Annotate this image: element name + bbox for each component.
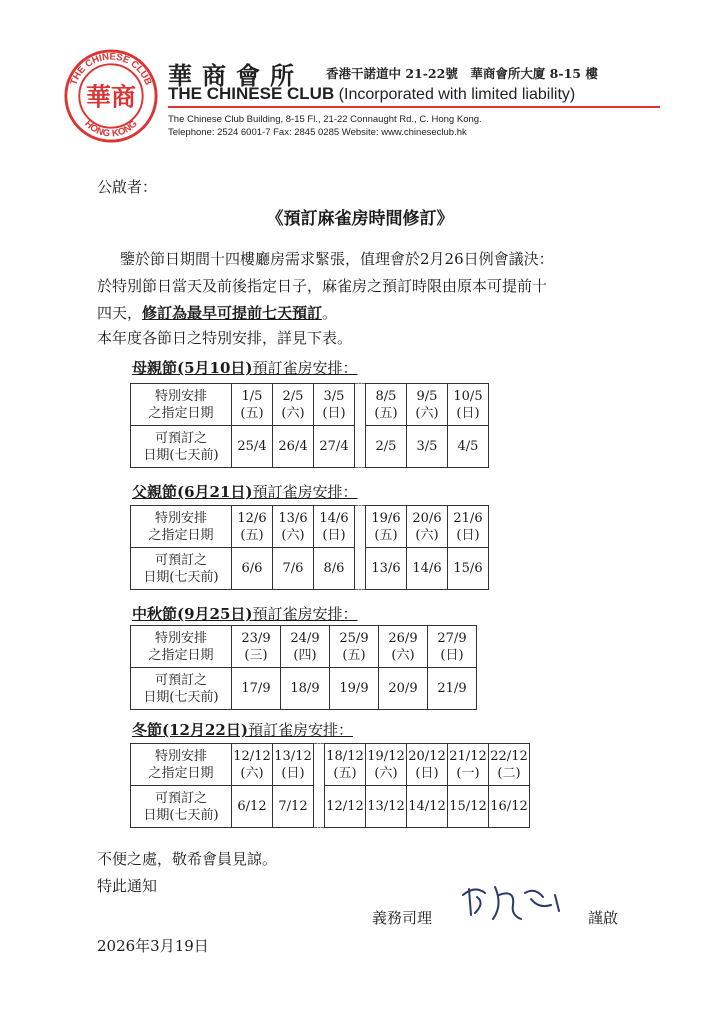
club-english-address: The Chinese Club Building, 8-15 Fl., 21-22 Connaught Rd., C. Hong Kong. bbox=[168, 114, 482, 125]
booking-date-cell: 2/5 bbox=[366, 426, 407, 468]
club-english-name: THE CHINESE CLUB bbox=[168, 84, 335, 103]
row-label-bookable: 可預訂之 日期(七天前) bbox=[131, 426, 232, 468]
section-holiday: 冬節(12月22日) bbox=[132, 721, 248, 739]
revision-highlight: 修訂為最早可提前七天預訂 bbox=[142, 304, 323, 322]
booking-date-cell: 18/9 bbox=[281, 668, 330, 710]
designated-date-cell: 10/5 (日) bbox=[448, 384, 489, 426]
club-contact-info: Telephone: 2524 6001-7 Fax: 2845 0285 Website: www.chineseclub.hk bbox=[168, 127, 467, 138]
svg-text:THE CHINESE CLUB: THE CHINESE CLUB bbox=[68, 51, 154, 87]
booking-date-cell: 20/9 bbox=[379, 668, 428, 710]
row-label-designated: 特別安排 之指定日期 bbox=[131, 506, 232, 548]
designated-date-cell: 19/6 (五) bbox=[366, 506, 407, 548]
row-label-bookable: 可預訂之 日期(七天前) bbox=[131, 786, 232, 828]
designated-date-cell: 24/9 (四) bbox=[281, 626, 330, 668]
club-english-name-line bbox=[168, 84, 575, 104]
table-gap bbox=[355, 506, 366, 590]
booking-date-cell: 3/5 bbox=[407, 426, 448, 468]
club-english-suffix: (Incorporated with limited liability) bbox=[334, 86, 576, 103]
designated-date-cell: 19/12 (六) bbox=[366, 744, 407, 786]
club-seal-logo bbox=[63, 48, 159, 144]
table-row bbox=[131, 426, 489, 468]
signer-title: 義務司理 bbox=[372, 909, 433, 927]
row-label-designated: 特別安排 之指定日期 bbox=[131, 384, 232, 426]
booking-date-cell: 25/4 bbox=[232, 426, 273, 468]
table-gap bbox=[355, 384, 366, 468]
booking-date-cell: 8/6 bbox=[314, 548, 355, 590]
designated-date-cell: 1/5 (五) bbox=[232, 384, 273, 426]
table-row bbox=[131, 786, 530, 828]
table-row bbox=[131, 626, 477, 668]
designated-date-cell: 21/12 (一) bbox=[448, 744, 489, 786]
section-title bbox=[132, 719, 353, 740]
designated-date-cell: 13/12 (日) bbox=[273, 744, 314, 786]
designated-date-cell: 8/5 (五) bbox=[366, 384, 407, 426]
designated-date-cell: 27/9 (日) bbox=[428, 626, 477, 668]
row-label-designated: 特別安排 之指定日期 bbox=[131, 744, 232, 786]
paragraph-line-4: 本年度各節日之特別安排，詳見下表。 bbox=[97, 329, 353, 347]
paragraph-line-2: 於特別節日當天及前後指定日子，麻雀房之預訂時限由原本可提前十 bbox=[97, 277, 548, 295]
booking-date-cell: 12/12 bbox=[325, 786, 366, 828]
section-holiday: 母親節(5月10日) bbox=[132, 359, 253, 377]
notice-line: 特此通知 bbox=[97, 877, 158, 895]
booking-date-cell: 13/6 bbox=[366, 548, 407, 590]
booking-date-cell: 7/12 bbox=[273, 786, 314, 828]
club-chinese-name: 華商會所 bbox=[168, 61, 304, 90]
designated-date-cell: 9/5 (六) bbox=[407, 384, 448, 426]
booking-date-cell: 6/6 bbox=[232, 548, 273, 590]
svg-text:華商: 華商 bbox=[86, 82, 136, 112]
booking-date-cell: 26/4 bbox=[273, 426, 314, 468]
designated-date-cell: 25/9 (五) bbox=[330, 626, 379, 668]
handwritten-signature bbox=[455, 875, 575, 923]
apology-line: 不便之處，敬希會員見諒。 bbox=[97, 850, 278, 868]
designated-date-cell: 13/6 (六) bbox=[273, 506, 314, 548]
section-title bbox=[132, 603, 358, 624]
designated-date-cell: 3/5 (日) bbox=[314, 384, 355, 426]
paragraph-line-3: 四天，修訂為最早可提前七天預訂。 bbox=[97, 304, 338, 322]
row-label-bookable: 可預訂之 日期(七天前) bbox=[131, 548, 232, 590]
paragraph-line-1: 鑒於節日期間十四樓廳房需求緊張，值理會於2月26日例會議決： bbox=[120, 250, 554, 268]
section-subtitle: 預訂雀房安排： bbox=[252, 605, 358, 623]
designated-date-cell: 12/6 (五) bbox=[232, 506, 273, 548]
section-holiday: 中秋節(9月25日) bbox=[132, 605, 253, 623]
booking-date-cell: 19/9 bbox=[330, 668, 379, 710]
table-row bbox=[131, 744, 530, 786]
schedule-table bbox=[130, 743, 530, 828]
svg-text:HONG KONG: HONG KONG bbox=[82, 118, 140, 140]
booking-date-cell: 16/12 bbox=[489, 786, 530, 828]
letterhead-divider bbox=[168, 106, 660, 108]
section-title bbox=[132, 357, 358, 378]
designated-date-cell: 14/6 (日) bbox=[314, 506, 355, 548]
designated-date-cell: 23/9 (三) bbox=[232, 626, 281, 668]
booking-date-cell: 15/6 bbox=[448, 548, 489, 590]
table-gap bbox=[314, 744, 325, 828]
schedule-table bbox=[130, 625, 477, 710]
notice-title: 《預訂麻雀房時間修訂》 bbox=[266, 209, 454, 229]
section-subtitle: 預訂雀房安排： bbox=[252, 359, 358, 377]
booking-date-cell: 27/4 bbox=[314, 426, 355, 468]
row-label-designated: 特別安排 之指定日期 bbox=[131, 626, 232, 668]
designated-date-cell: 20/12 (日) bbox=[407, 744, 448, 786]
table-row bbox=[131, 384, 489, 426]
table-row bbox=[131, 548, 489, 590]
schedule-table bbox=[130, 383, 489, 468]
booking-date-cell: 4/5 bbox=[448, 426, 489, 468]
booking-date-cell: 7/6 bbox=[273, 548, 314, 590]
booking-date-cell: 6/12 bbox=[232, 786, 273, 828]
designated-date-cell: 20/6 (六) bbox=[407, 506, 448, 548]
designated-date-cell: 12/12 (六) bbox=[232, 744, 273, 786]
table-row bbox=[131, 668, 477, 710]
booking-date-cell: 21/9 bbox=[428, 668, 477, 710]
designated-date-cell: 2/5 (六) bbox=[273, 384, 314, 426]
designated-date-cell: 21/6 (日) bbox=[448, 506, 489, 548]
designated-date-cell: 22/12 (二) bbox=[489, 744, 530, 786]
notice-date: 2026年3月19日 bbox=[97, 937, 209, 955]
section-subtitle: 預訂雀房安排： bbox=[247, 721, 353, 739]
booking-date-cell: 14/6 bbox=[407, 548, 448, 590]
section-holiday: 父親節(6月21日) bbox=[132, 483, 253, 501]
section-title bbox=[132, 481, 358, 502]
designated-date-cell: 18/12 (五) bbox=[325, 744, 366, 786]
table-row bbox=[131, 506, 489, 548]
booking-date-cell: 14/12 bbox=[407, 786, 448, 828]
salutation: 公啟者： bbox=[97, 178, 158, 196]
sign-off: 謹啟 bbox=[588, 909, 619, 927]
booking-date-cell: 13/12 bbox=[366, 786, 407, 828]
section-subtitle: 預訂雀房安排： bbox=[252, 483, 358, 501]
club-chinese-address: 香港干諾道中 21-22號 華商會所大廈 8-15 樓 bbox=[326, 66, 598, 81]
schedule-table bbox=[130, 505, 489, 590]
designated-date-cell: 26/9 (六) bbox=[379, 626, 428, 668]
row-label-bookable: 可預訂之 日期(七天前) bbox=[131, 668, 232, 710]
booking-date-cell: 17/9 bbox=[232, 668, 281, 710]
booking-date-cell: 15/12 bbox=[448, 786, 489, 828]
